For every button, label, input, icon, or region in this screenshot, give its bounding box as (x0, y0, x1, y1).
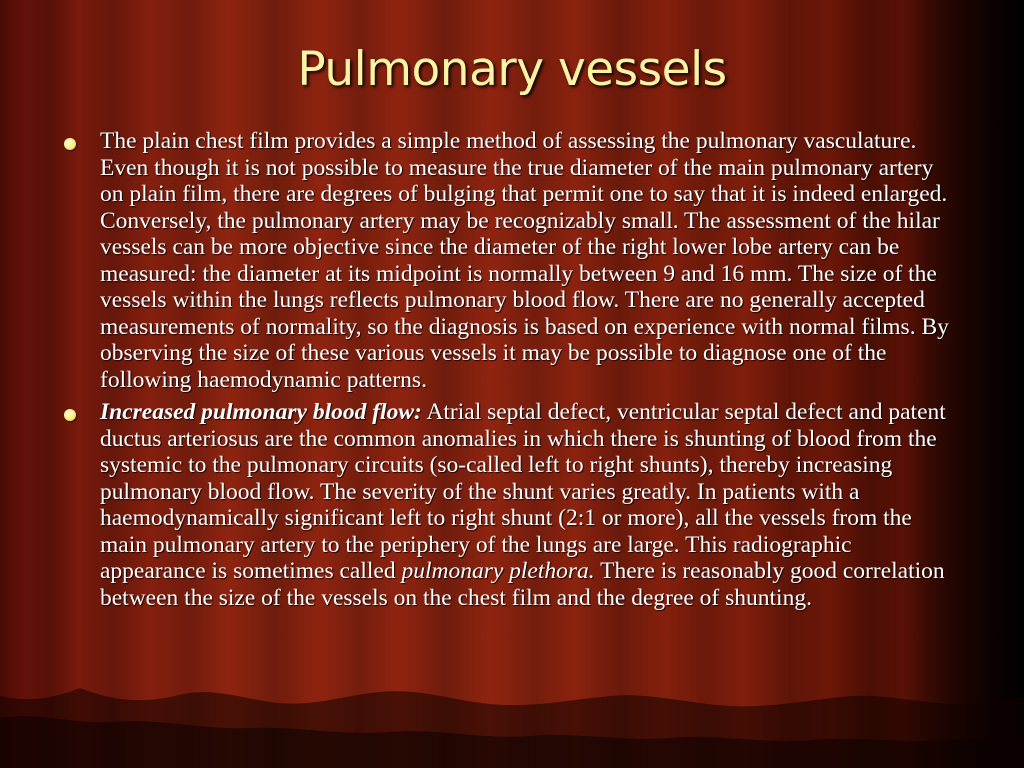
curtain-valance (0, 678, 1024, 768)
bullet-italic-term: pulmonary plethora. (401, 558, 595, 584)
bullet-dot-icon (64, 138, 76, 150)
slide-body (60, 128, 960, 617)
bullet-dot-icon (64, 409, 76, 421)
slide-title: Pulmonary vessels (297, 42, 727, 97)
bullet-item (60, 128, 960, 393)
bullet-text-continued: There is reasonably good correlation between the size of the vessels on the chest film and the degree of shunting. (100, 558, 945, 611)
bullet-item (60, 399, 960, 611)
bullet-text: Atrial septal defect, ventricular septal defect and patent ductus arteriosus are the common anomalies in which there is shunting of blood from the systemic to the pulmonary circuits (so-called left to right shunts), thereby increasing pulmonary blood flow. The severity of the shunt varies greatly. In patients with a haemodynamically significant left to right shunt (2:1 or more), all the vessels from the main pulmonary artery to the periphery of the lungs are large. This radiographic appearance is sometimes called (100, 399, 946, 584)
bullet-text: The plain chest film provides a simple method of assessing the pulmonary vasculature. Even though it is not possible to measure the true diameter of the main pulmonary artery on plain film, there are degrees of bulging that permit one to say that it is indeed enlarged. Conversely, the pulmonary artery may be recognizably small. The assessment of the hilar vessels can be more objective since the diameter of the right lower lobe artery can be measured: the diameter at its midpoint is normally between 9 and 16 mm. The size of the vessels within the lungs reflects pulmonary blood flow. There are no generally accepted measurements of normality, so the diagnosis is based on experience with normal films. By observing the size of these various vessels it may be possible to diagnose one of the following haemodynamic patterns. (100, 128, 949, 393)
bullet-lead: Increased pulmonary blood flow: (100, 399, 422, 425)
